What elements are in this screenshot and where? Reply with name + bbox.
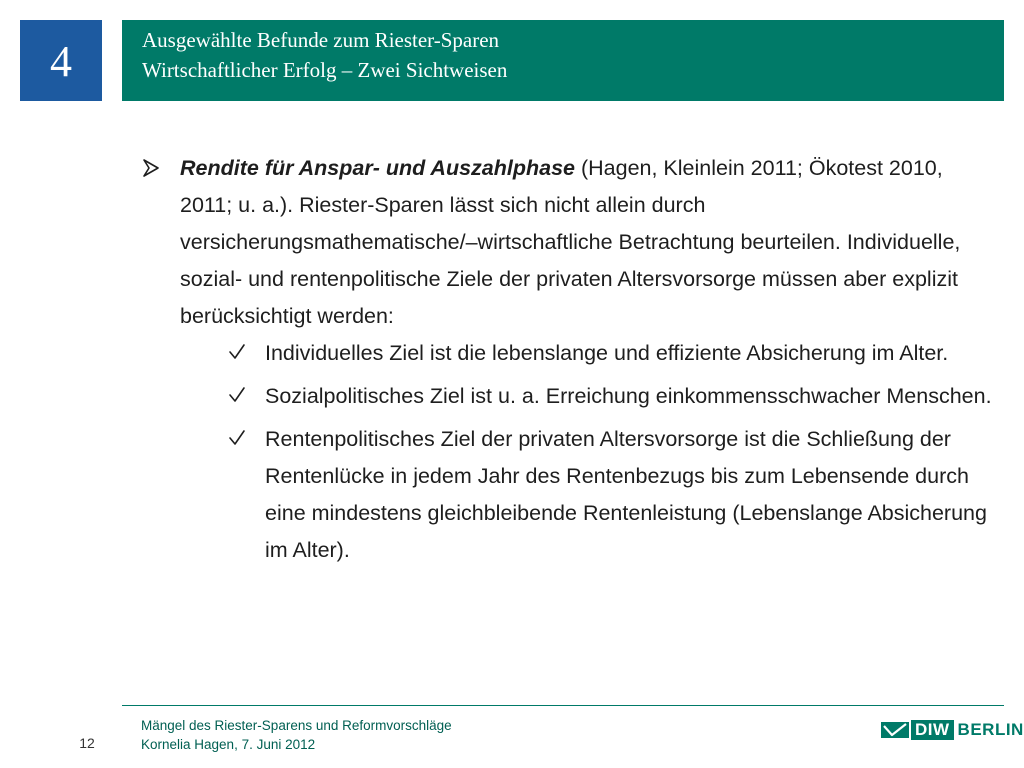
- main-bullet-text: (Hagen, Kleinlein 2011; Ökotest 2010, 2011; u. a.). Riester-Sparen lässt sich nicht allein durch versicherungsmathematische/–wirtschaftliche Betrachtung beurteilen. Individuelle, sozial- und rentenpolitische Ziele der privaten Altersvorsorge müssen aber explizit berücksichtigt werden:: [180, 156, 961, 328]
- sub-bullet-text: Sozialpolitisches Ziel ist u. a. Erreichung einkommensschwacher Menschen.: [265, 384, 992, 408]
- check-icon: [228, 429, 246, 447]
- slide-content: [140, 150, 1000, 569]
- main-bullet-emphasis: Rendite für Anspar- und Auszahlphase: [180, 156, 575, 180]
- header-subtitle: Wirtschaftlicher Erfolg – Zwei Sichtweisen: [142, 58, 508, 82]
- page-number: 12: [79, 735, 95, 751]
- footer-presentation-title: Mängel des Riester-Sparens und Reformvorschläge: [141, 718, 452, 733]
- logo-berlin-text: BERLIN: [957, 720, 1024, 739]
- header-bar: [122, 20, 1004, 101]
- diw-berlin-logo: [881, 719, 1024, 741]
- sub-bullet-text: Individuelles Ziel ist die lebenslange und effiziente Absicherung im Alter.: [265, 341, 949, 365]
- header-title: Ausgewählte Befunde zum Riester-Sparen: [142, 28, 500, 52]
- sub-bullet-text: Rentenpolitisches Ziel der privaten Altersvorsorge ist die Schließung der Rentenlücke in jedem Jahr des Rentenbezugs bis zum Lebensende durch eine mindestens gleichbleibende Rentenleistung (Lebenslange Absicherung im Alter).: [265, 427, 987, 562]
- check-icon: [228, 386, 246, 404]
- footer-author-date: Kornelia Hagen, 7. Juni 2012: [141, 737, 316, 752]
- section-number-box: [20, 20, 102, 101]
- logo-diw-text: DIW: [911, 720, 954, 740]
- footer-divider: [122, 705, 1004, 706]
- check-icon: [228, 343, 246, 361]
- sub-bullet-social: [140, 378, 1000, 415]
- sub-bullet-list: [140, 335, 1000, 569]
- sub-bullet-pension: [140, 421, 1000, 569]
- section-number: 4: [50, 36, 72, 86]
- sub-bullet-individual: [140, 335, 1000, 372]
- main-bullet: [140, 150, 1000, 335]
- arrow-bullet-icon: [142, 159, 160, 177]
- diw-logo-mark-icon: [881, 720, 909, 740]
